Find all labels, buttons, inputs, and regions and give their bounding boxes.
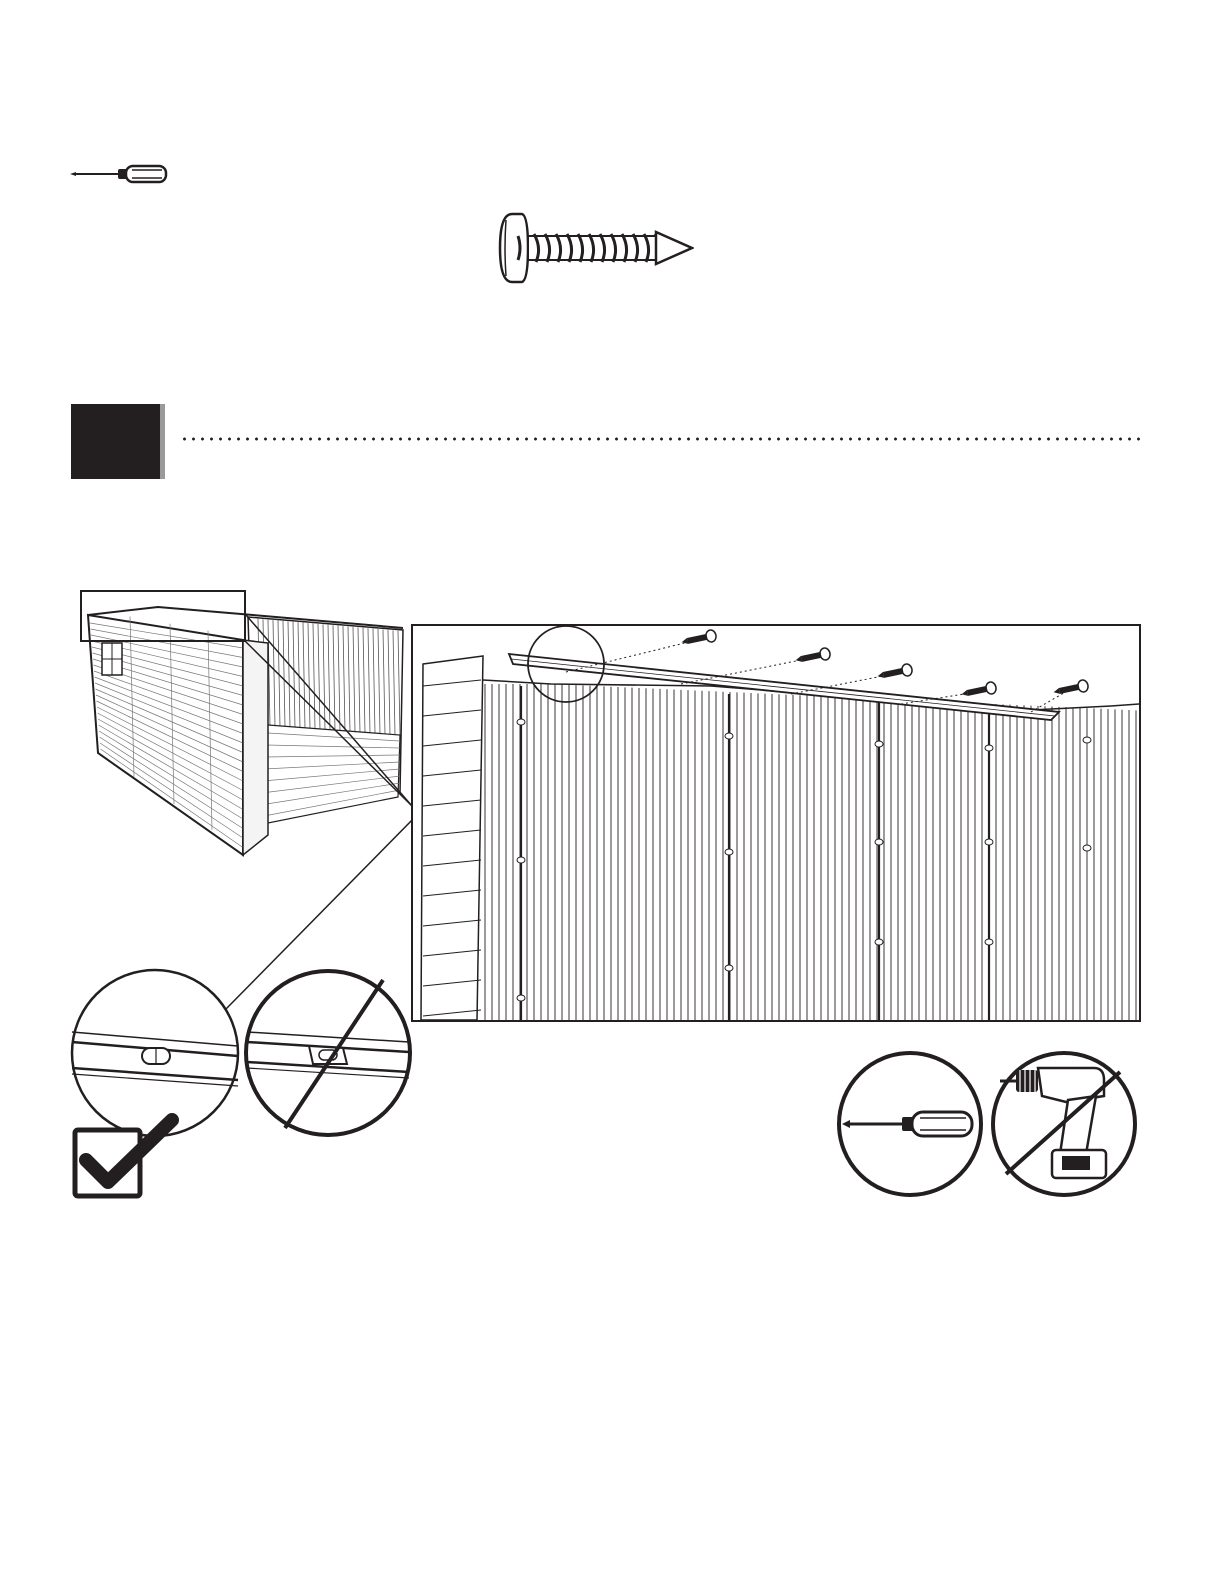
power-drill-forbidden-icon xyxy=(990,1050,1138,1198)
wall-cap-detail-panel xyxy=(411,624,1141,1022)
check-mark-icon xyxy=(72,1110,182,1202)
incorrect-slot-detail xyxy=(243,968,413,1138)
screwdriver-allowed-icon xyxy=(836,1050,984,1198)
